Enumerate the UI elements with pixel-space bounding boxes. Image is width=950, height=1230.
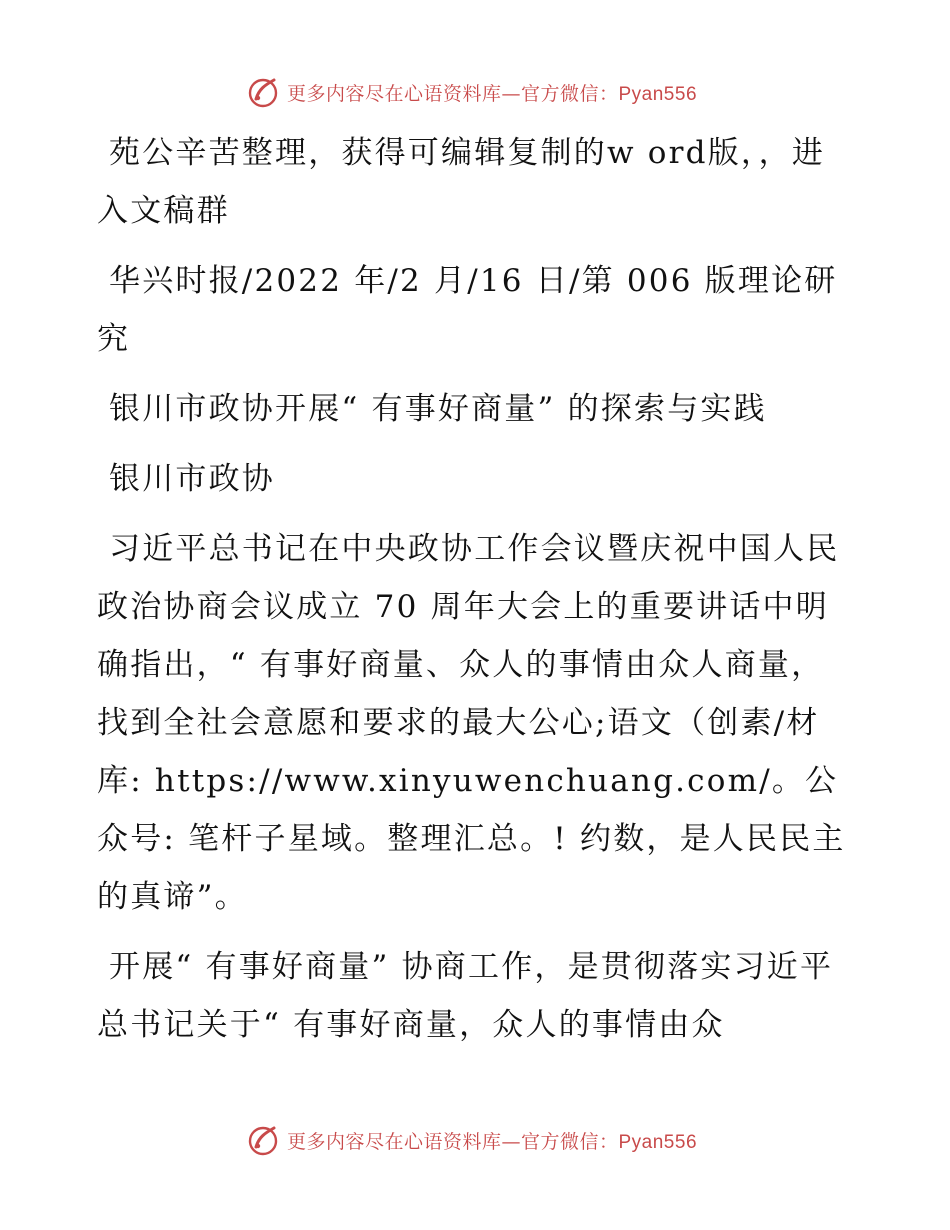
brush-seal-logo-icon	[247, 1123, 281, 1157]
article-author: 银川市政协	[109, 461, 275, 497]
header-banner-label: 更多内容尽在心语资料库—官方微信：	[286, 82, 619, 105]
header-banner-content	[247, 75, 697, 109]
body-paragraph-2: 开展“ 有事好商量” 协商工作，是贯彻落实习近平总书记关于“ 有事好商量，众人的事情由众	[97, 949, 834, 1043]
header-banner	[0, 70, 950, 114]
header-wechat-id: Pyan556	[618, 83, 698, 105]
footer-banner-text	[287, 1127, 697, 1154]
intro-note: 苑公辛苦整理，获得可编辑复制的w ord版，，进入文稿群	[97, 135, 826, 229]
brush-seal-logo-icon	[247, 75, 281, 109]
article-title: 银川市政协开展“ 有事好商量” 的探索与实践	[109, 391, 767, 427]
document-body	[97, 124, 857, 1066]
source-line: 华兴时报/2022 年/2 月/16 日/第 006 版理论研究	[97, 263, 838, 357]
footer-banner-label: 更多内容尽在心语资料库—官方微信：	[286, 1130, 619, 1153]
body-paragraph-1: 习近平总书记在中央政协工作会议暨庆祝中国人民政治协商会议成立 70 周年大会上的重要讲话中明确指出，“ 有事好商量、众人的事情由众人商量，找到全社会意愿和要求的最大公心;语文（创素/材库: https://www.xinyuwenchuang.com/。公众号: 笔杆子星域。整理汇总。! 约数，是人民民主的真谛”。	[97, 531, 846, 915]
footer-banner	[0, 1118, 950, 1162]
footer-wechat-id: Pyan556	[618, 1131, 698, 1153]
header-banner-text	[287, 79, 697, 106]
footer-banner-content	[247, 1123, 697, 1157]
